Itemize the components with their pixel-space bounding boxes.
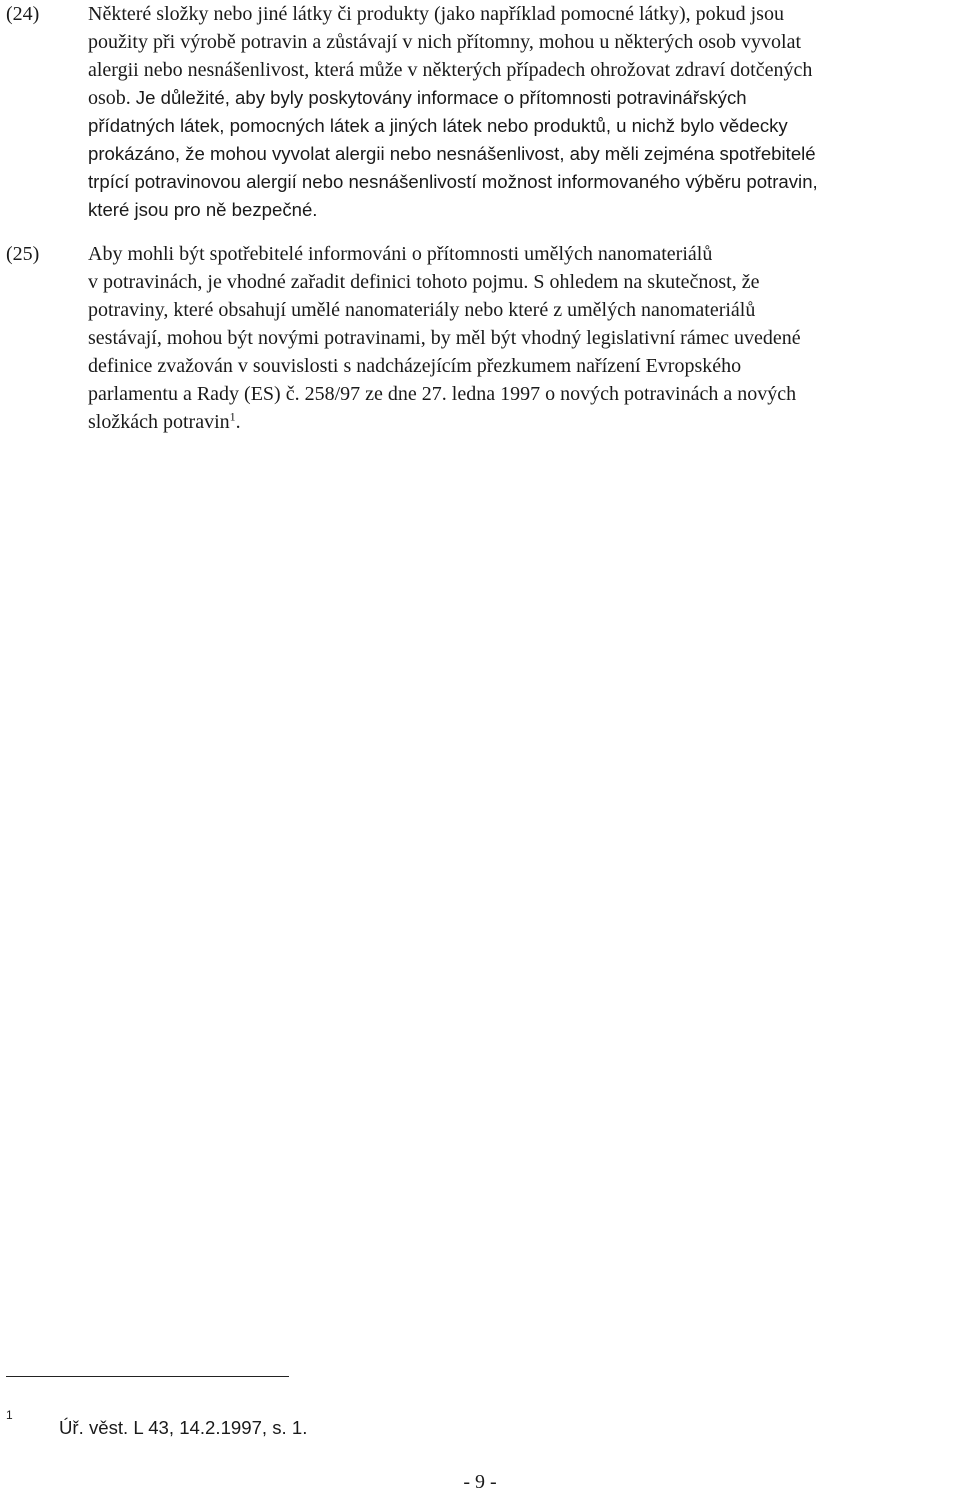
text-segment: složkách potravin: [88, 411, 230, 433]
text-line: přídatných látek, pomocných látek a jiných látek nebo produktů, u nichž bylo vědecky: [88, 115, 788, 136]
text-line: [88, 408, 954, 436]
text-line: potraviny, které obsahují umělé nanomateriály nebo které z umělých nanomateriálů: [88, 299, 756, 321]
text-line: v potravinách, je vhodné zařadit definici tohoto pojmu. S ohledem na skutečnost, že: [88, 271, 760, 293]
footnote-reference: 1: [229, 409, 236, 424]
text-line: [88, 84, 954, 112]
paragraph-body: [88, 240, 954, 436]
text-line: sestávají, mohou být novými potravinami, by měl být vhodný legislativní rámec uvedené: [88, 327, 801, 349]
text-segment: Je důležité, aby byly poskytovány informace o přítomnosti potravinářských: [135, 87, 747, 108]
text-line: definice zvažován v souvislosti s nadcházejícím přezkumem nařízení Evropského: [88, 355, 742, 377]
paragraph-number: (25): [6, 243, 40, 265]
footnote-text: Úř. věst. L 43, 14.2.1997, s. 1.: [59, 1417, 308, 1438]
text-line: Aby mohli být spotřebitelé informováni o přítomnosti umělých nanomateriálů: [88, 243, 713, 265]
text-line: prokázáno, že mohou vyvolat alergii nebo nesnášenlivost, aby měli zejména spotřebitelé: [88, 143, 816, 164]
text-line: které jsou pro ně bezpečné.: [88, 199, 318, 220]
footnote-separator: [6, 1376, 289, 1377]
footnote-number: 1: [6, 1408, 13, 1422]
text-line: trpící potravinovou alergií nebo nesnášenlivostí možnost informovaného výběru potravin,: [88, 171, 818, 192]
paragraph-body: [88, 0, 954, 224]
paragraph-number: (24): [6, 3, 40, 25]
text-line: Některé složky nebo jiné látky či produkty (jako například pomocné látky), pokud jsou: [88, 3, 784, 25]
text-line: parlamentu a Rady (ES) č. 258/97 ze dne 27. ledna 1997 o nových potravinách a nových: [88, 383, 797, 405]
page-number: - 9 -: [463, 1471, 497, 1493]
text-segment: .: [235, 411, 241, 433]
text-line: použity při výrobě potravin a zůstávají v nich přítomny, mohou u některých osob vyvolat: [88, 31, 801, 53]
text-line: alergii nebo nesnášenlivost, která může v některých případech ohrožovat zdraví dotčených: [88, 59, 813, 81]
text-segment: osob.: [88, 87, 131, 109]
